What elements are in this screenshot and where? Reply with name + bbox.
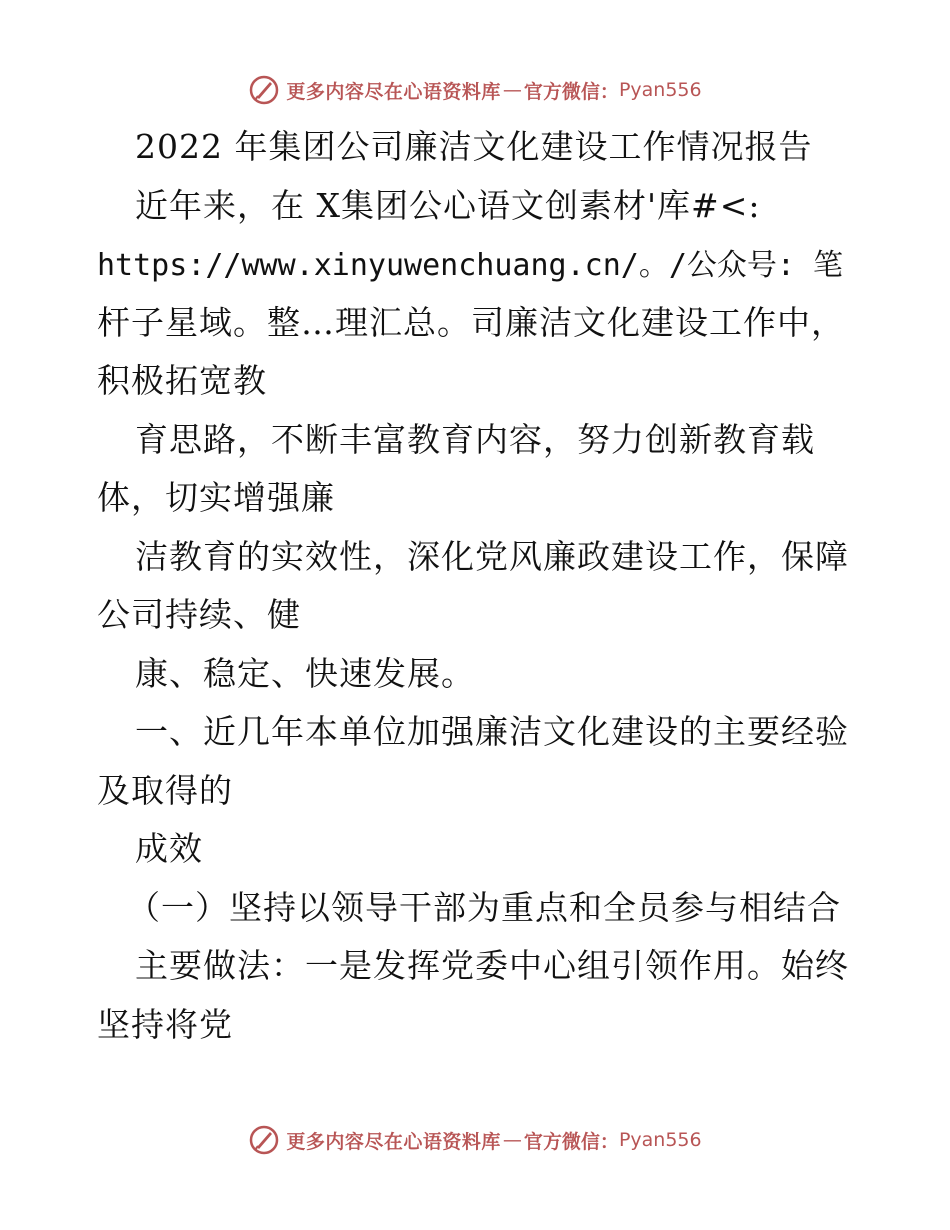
body-line: 公司持续、健 bbox=[97, 595, 301, 634]
section-heading: 一、近几年本单位加强廉洁文化建设的主要经验 bbox=[135, 712, 849, 751]
body-line: 近年来，在 X集团公心语文创素材'库#<: bbox=[135, 185, 761, 225]
body-line: 主要做法：一是发挥党委中心组引领作用。始终 bbox=[135, 946, 849, 985]
banner-wechat-label: 官方微信： bbox=[523, 1130, 619, 1153]
section-heading-cont: 及取得的 bbox=[97, 770, 233, 810]
banner-site-text: 更多内容尽在心语资料库 bbox=[286, 1130, 501, 1153]
url-text: https://www.xinyuwenchuang.cn/。/公众号: 笔 bbox=[97, 248, 844, 283]
document-title: 2022 年集团公司廉洁文化建设工作情况报告 bbox=[135, 127, 813, 166]
body-line: 体，切实增强廉 bbox=[97, 478, 335, 517]
body-line: 康、稳定、快速发展。 bbox=[135, 653, 475, 693]
banner-wechat-id: Pyan556 bbox=[618, 1129, 702, 1151]
body-line: 积极拓宽教 bbox=[97, 361, 267, 400]
quill-pen-circle-icon bbox=[248, 74, 280, 106]
footer-banner bbox=[0, 1120, 950, 1160]
subsection-heading: （一）坚持以领导干部为重点和全员参与相结合 bbox=[127, 887, 841, 927]
document-body bbox=[97, 118, 867, 1054]
body-line: 洁教育的实效性，深化党风廉政建设工作，保障 bbox=[135, 536, 849, 576]
banner-site-text: 更多内容尽在心语资料库 bbox=[286, 80, 501, 103]
body-line: 坚持将党 bbox=[97, 1004, 233, 1044]
quill-pen-circle-icon bbox=[248, 1124, 280, 1156]
section-heading-cont: 成效 bbox=[135, 829, 203, 868]
body-line bbox=[97, 235, 867, 294]
banner-dash: — bbox=[502, 1129, 522, 1151]
body-line: 育思路，不断丰富教育内容，努力创新教育载 bbox=[135, 419, 815, 459]
banner-dash: — bbox=[502, 79, 522, 101]
header-banner bbox=[0, 70, 950, 110]
banner-wechat-label: 官方微信： bbox=[523, 80, 619, 103]
banner-wechat-id: Pyan556 bbox=[618, 79, 702, 101]
body-line: 杆子星域。整…理汇总。司廉洁文化建设工作中， bbox=[97, 302, 845, 342]
